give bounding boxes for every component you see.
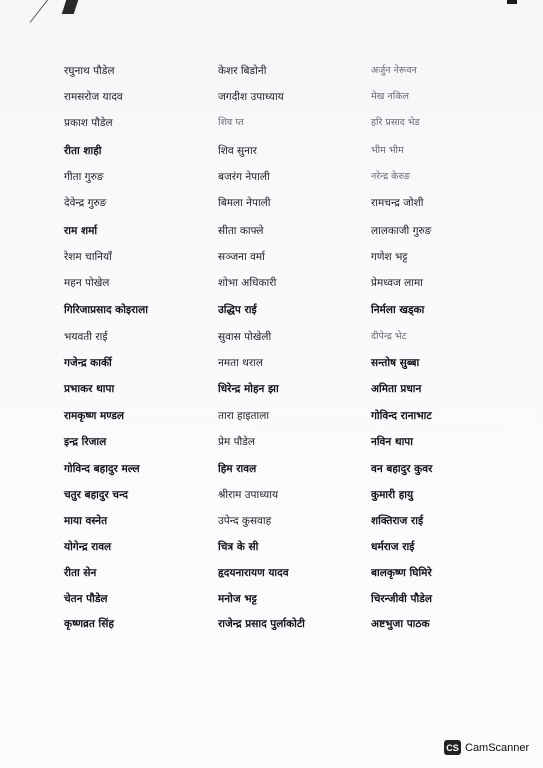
name-entry: हिम रावल [218,463,257,475]
name-entry: प्रेम पौडेल [218,436,256,448]
name-entry: चेतन पौडेल [64,593,108,605]
name-entry: अष्टभुजा पाठक [371,618,430,630]
name-entry: रीता सेन [64,567,97,579]
camscanner-watermark [444,740,529,755]
name-entry: बजरंग नेपाली [218,171,270,183]
name-entry: गोविन्द बहादुर मल्ल [64,463,140,475]
name-entry: राम शर्मा [64,225,98,237]
name-entry: धिरेन्द्र मोहन झा [218,383,279,395]
name-entry: नविन थापा [371,436,413,448]
name-entry: शक्तिराज राई [371,515,424,527]
name-entry: सन्तोष सुब्बा [371,357,420,369]
name-entry: चतुर बहादुर चन्द [64,489,128,501]
name-entry: कृष्णव्रत सिंह [64,618,114,630]
name-entry: श्रीराम उपाध्याय [218,489,279,501]
name-entry: सुवास पोखेली [218,331,272,343]
name-entry: राजेन्द्र प्रसाद पुर्लाकोटी [218,618,305,630]
name-entry: रामसरोज यादव [64,91,123,103]
name-entry: लालकाजी गुरुङ [371,225,432,237]
name-entry: बिमला नेपाली [218,197,271,209]
name-entry: शिव सुनार [218,145,257,157]
name-entry: गजेन्द्र कार्की [64,357,112,369]
camscanner-logo-icon: CS [444,740,461,755]
name-entry: रामकृष्ण मण्डल [64,410,124,422]
name-entry: सीता काफ्ले [218,225,264,237]
corner-mark-right [507,0,517,4]
name-entry: प्रकाश पौडेल [64,117,113,129]
name-entry: गिरिजाप्रसाद कोइराला [64,304,148,316]
name-entry: महन पोखेल [64,277,110,289]
name-entry: तारा हाइताला [218,410,270,422]
name-entry: गणेश भट्ट [371,251,408,263]
name-entry: मेख नकिल [371,91,409,102]
name-entry: अमिता प्रधान [371,383,422,395]
name-entry: रामचन्द्र जोशी [371,197,424,209]
name-entry: भीम भीम [371,145,404,156]
page-fold-line [30,0,55,23]
name-entry: बालकृष्ण घिमिरे [371,567,432,579]
name-entry: उद्धिप राई [218,304,257,316]
name-entry: केशर बिडोनी [218,65,267,77]
name-entry: रघुनाथ पौडेल [64,65,115,77]
name-entry: अर्जुन नेरूवन [371,65,417,76]
name-entry: प्रभाकर थापा [64,383,115,395]
name-entry: मनोज भट्ट [218,593,257,605]
corner-mark-left [62,0,79,14]
name-entry: नरेन्द्र केरुङ [371,171,411,182]
name-entry: हरि प्रसाद भेड [371,117,420,128]
name-entry: प्रेमध्वज लामा [371,277,424,289]
name-entry: निर्मला खड्का [371,304,425,316]
name-entry: हृदयनारायण यादव [218,567,289,579]
camscanner-label: CamScanner [465,741,530,754]
name-entry: सञ्जना वर्मा [218,251,265,263]
name-entry: देवेन्द्र गुरुङ [64,197,107,209]
name-entry: दीपेन्द्र भेट [371,331,407,342]
name-entry: गीता गुरुङ [64,171,104,183]
name-entry: भयवती राई [64,331,108,343]
name-entry: जगदीश उपाध्याय [218,91,284,103]
name-entry: चित्र के सी [218,541,259,553]
name-entry: उपेन्द कुसवाह [218,515,272,527]
name-entry: वन बहादुर कुवर [371,463,433,475]
name-entry: शिव प्त [218,117,244,128]
name-entry: रेशम चानियाँ [64,251,112,263]
name-entry: इन्द्र रिजाल [64,436,107,448]
name-entry: धर्मराज राई [371,541,415,553]
name-entry: शोभा अधिकारी [218,277,277,289]
name-entry: चिरन्जीवी पौडेल [371,593,432,605]
name-entry: रीता शाही [64,145,102,157]
name-entry: गोविन्द रानाभाट [371,410,432,422]
name-entry: माया वस्नेत [64,515,108,527]
name-entry: नमता थराल [218,357,263,369]
name-entry: कुमारी हायु [371,489,414,501]
name-entry: योगेन्द्र रावल [64,541,112,553]
